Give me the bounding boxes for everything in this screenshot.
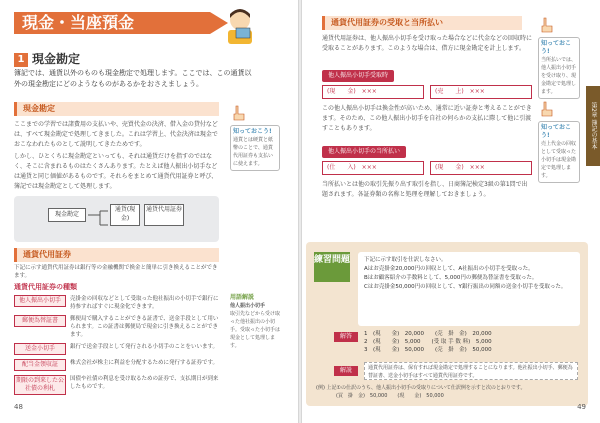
left-page bbox=[0, 0, 298, 423]
list-item-desc: 国債や社債の利息を受け取るための証券で、支払期日が到来したものです。 bbox=[70, 376, 219, 390]
list-item bbox=[14, 315, 219, 339]
mascot-illustration bbox=[220, 6, 260, 46]
side-note-1 bbox=[230, 104, 280, 171]
paragraph-3: 下記に示す通貨代用証券は銀行等の金融機関で換金と簡単に引き換えることができます。 bbox=[14, 265, 218, 279]
right-side-note-1-text: 当所払いでは、他人振出小切手を受け取り、現金勘定で処理します。 bbox=[541, 57, 577, 95]
securities-list bbox=[14, 282, 219, 399]
diagram-substitute-securities: 通貨代用証券 bbox=[144, 204, 184, 226]
subheading-cash: 現金勘定 bbox=[14, 102, 219, 116]
list-item-tag: 送金小切手 bbox=[14, 343, 66, 355]
explanation-label: 解説 bbox=[334, 366, 358, 376]
page-number-right: 49 bbox=[577, 403, 586, 411]
subheading-substitute: 通貨代用証券 bbox=[14, 248, 219, 262]
answer-label: 解答 bbox=[334, 332, 358, 342]
side-note-2 bbox=[230, 294, 280, 350]
exercise-title: 練習問題 bbox=[314, 252, 350, 282]
journal-entry-1 bbox=[322, 70, 532, 99]
cash-diagram bbox=[14, 196, 219, 242]
right-side-note-1-heading: 知っておこう! bbox=[541, 40, 572, 55]
diagram-cash-account: 現金勘定 bbox=[48, 208, 86, 222]
list-item-desc: 売掛金の回収などとして受取った他社振出の小切手で銀行に持参すればすぐに現金化できます。 bbox=[70, 296, 219, 310]
journal-entry-1-credit: (売 上) ××× bbox=[430, 85, 532, 99]
exercise-box bbox=[306, 242, 588, 406]
pointing-hand-icon bbox=[230, 104, 250, 122]
right-side-note-2-heading: 知っておこう! bbox=[541, 124, 572, 139]
right-paragraph-3: 当所払いとは他の取引先振り出す取引を指し、日商簿記検定3級の第1問で出題されます。各証券類の名称と処理を理解しておきましょう。 bbox=[322, 181, 528, 198]
journal-entry-1-label: 他人振出小切手受取時 bbox=[322, 70, 394, 82]
journal-entry-1-debit: (現 金) ××× bbox=[322, 85, 424, 99]
answer-row: 2 (現 金) 5,000 (受 取 手 数 料) 5,000 bbox=[364, 339, 492, 345]
right-paragraph-1: 通貨代用証券は、他人振出小切手を受け取った場合などに代金などの回収時に受取ることがあります。このような場合は、借方に現金勘定を計上します。 bbox=[322, 35, 533, 52]
right-page bbox=[302, 0, 600, 423]
journal-entry-2 bbox=[322, 146, 532, 175]
chapter-tab[interactable]: 第2章 簿記の基本 bbox=[586, 86, 600, 166]
list-title: 通貨代用証券の種類 bbox=[14, 283, 77, 291]
list-item bbox=[14, 359, 219, 371]
list-item-tag: 配当金領収証 bbox=[14, 359, 66, 371]
right-side-note-2-text: 売上代金の回収として受取った小切手は現金勘定で処理します。 bbox=[541, 141, 577, 179]
side-note-1-text: 通貨とは硬貨と紙幣のことで、通貨代用証券も支払いに使えます。 bbox=[233, 137, 274, 167]
side-note-1-heading: 知っておこう! bbox=[233, 128, 272, 135]
section-number: 1 bbox=[14, 53, 28, 67]
side-note-2-subheading: 他人振出小切手 bbox=[230, 303, 266, 309]
journal-entry-2-debit: (仕 入) ××× bbox=[322, 161, 424, 175]
list-item-tag: 郵便為替証書 bbox=[14, 315, 66, 327]
answer-rows bbox=[364, 330, 578, 354]
intro-text: 簿記では、通貨以外のものも現金勘定で処理します。ここでは、この通貨以外の現金勘定にどのようなものがあるかをおさえましょう。 bbox=[14, 69, 252, 88]
exercise-note bbox=[316, 384, 578, 400]
list-item bbox=[14, 375, 219, 395]
answer-row: 1 (現 金) 20,000 (売 掛 金) 20,000 bbox=[364, 331, 492, 337]
diagram-currency: 通貨(現金) bbox=[110, 204, 140, 226]
right-heading: 通貨代用証券の受取と当所払い bbox=[322, 16, 522, 30]
side-note-2-text: 取引先などから受け取った他社振出の小切手。受取った小切手は現金として処理します。 bbox=[230, 311, 281, 349]
side-note-2-heading: 用語解説 bbox=[230, 294, 255, 301]
note-text: (例) 上記①の仕訳のうち、他人振出小切手の受取りについて仕訳例を示すと次のとおりです。 bbox=[316, 385, 526, 391]
list-item bbox=[14, 343, 219, 355]
exercise-intro: 下記に示す取引を仕訳しなさい。 bbox=[364, 257, 447, 263]
right-side-note-2 bbox=[538, 100, 580, 183]
exercise-item-a: Aはお売掛金20,000円の回収として、A社振出の小切手を受取った。 bbox=[364, 266, 534, 272]
pointing-hand-icon bbox=[538, 16, 558, 34]
section-title: 現金勘定 bbox=[32, 52, 81, 66]
list-item-desc: 郵便局で購入することができる証書で、送金手段として用いられます。この証書は郵便局で現金に引き換えることができます。 bbox=[70, 316, 219, 338]
paragraph-1: ここまでの学習では諸費用の支払いや、売買代金の決済、借入金の貸付などは、すべて現金勘定で処理してきました。これは学習上、代金決済は現金でおこなわれたものとして説明してきたためです。 bbox=[14, 121, 218, 148]
list-item-tag: 期限の到来した公社債の利札 bbox=[14, 375, 66, 395]
answer-row: 3 (現 金) 50,000 (売 掛 金) 50,000 bbox=[364, 347, 492, 353]
list-item-desc: 銀行で送金手段として発行される小切手のことをいいます。 bbox=[70, 344, 219, 350]
list-item-desc: 株式会社が株主に利益を分配するために発行する証券です。 bbox=[70, 360, 219, 366]
explanation-text: 通貨代用証券は、保有すれば現金勘定で処理することになります。他社振出小切手、郵便為替証書、送金小切手はすべて通貨代用証券です。 bbox=[364, 362, 578, 380]
exercise-question bbox=[358, 252, 580, 326]
page-number-left: 48 bbox=[14, 403, 23, 411]
page-title: 現金・当座預金 bbox=[14, 12, 210, 34]
list-item-tag: 他人振出小切手 bbox=[14, 295, 66, 307]
section-heading bbox=[14, 50, 80, 67]
exercise-item-b: Bはお顧客紹介の手数料として、5,000円の郵便為替証書を受取った。 bbox=[364, 275, 538, 281]
right-side-note-1 bbox=[538, 16, 580, 99]
paragraph-2: しかし、ひとくちに現金勘定といっても、それは通貨だけを指すのではなく、そこに含まれるものはたくさんあります。たとえば他人振出小切手などは通貨と同じ価値があるものです。それらをまとめて通貨代用証券と呼び、簿記では現金勘定として処理します。 bbox=[14, 153, 218, 190]
exercise-item-c: Cはお売掛金50,000円の回収として、Y銀行振出の同額の送金小切手を受取った。 bbox=[364, 284, 567, 290]
journal-entry-2-label: 他人振出小切手の当所払い bbox=[322, 146, 406, 158]
pointing-hand-icon bbox=[538, 100, 558, 118]
journal-entry-2-credit: (現 金) ××× bbox=[430, 161, 532, 175]
list-item bbox=[14, 295, 219, 311]
right-paragraph-2: この他人振出小切手は換金性が高いため、通常に近い証券と考えることができます。そのため、この他人振出小切手を自社の何らかの支払に際して他に引渡すこともあります。 bbox=[322, 105, 532, 132]
note-row: (買 掛 金) 50,000 (現 金) 50,000 bbox=[336, 393, 444, 399]
